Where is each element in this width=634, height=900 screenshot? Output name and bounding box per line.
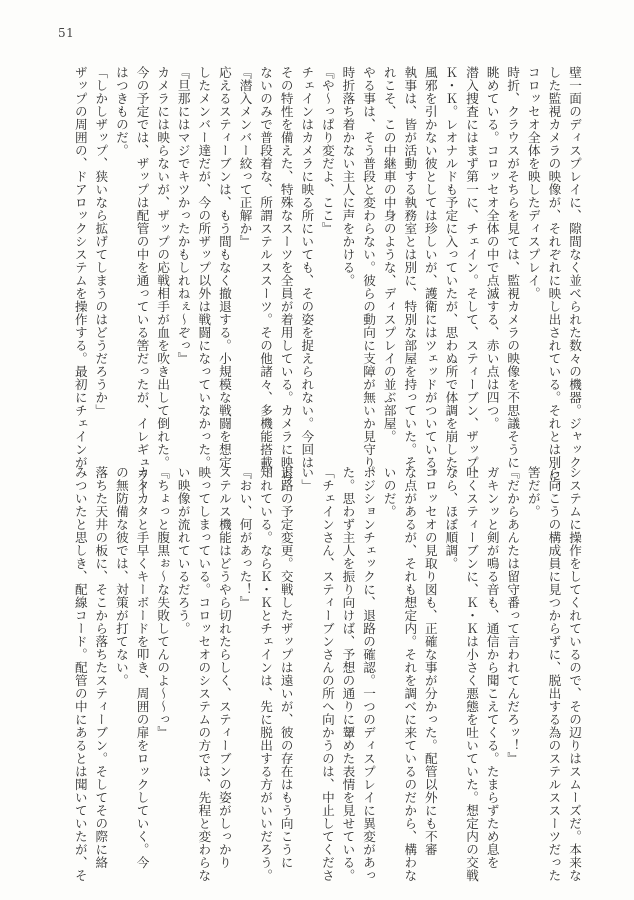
- text-column: 時折落ち着かない主人に声をかける。: [340, 66, 356, 287]
- text-column: みついたと思しき、配線コード。配管の中にあるとは聞いていたが、そ: [72, 466, 88, 882]
- page-number: 51: [58, 26, 75, 40]
- text-column: 退路の予定変更。交戦したザップは遠いが、彼の存在はもう向こうに: [278, 466, 294, 869]
- text-column: 「チェインさん、スティーブンさんの所へ向かうのは、中止してくださ: [319, 466, 335, 882]
- text-column: はつきものだ。: [113, 66, 129, 157]
- text-column: ガキンッと剣が鳴る音も、通信から聞こえてくる。たまらずため息を: [484, 466, 500, 869]
- text-column: 眺めている。コロッセオ全体の中で点滅する、赤い点は四つ。: [484, 66, 500, 430]
- text-column: 潜入捜査にはまず第一に、チェイン。そして、スティーブン、ザップ、: [464, 66, 480, 482]
- text-column: コロッセオの見取り図も、正確な事が分かった。配管以外にも不審: [422, 466, 438, 856]
- text-column: なら、ほぼ順調。: [443, 466, 459, 570]
- text-column: ステルス機能はどうやら切れたらしく、スティーブンの姿がしっかり: [216, 466, 232, 869]
- text-column: 『旦那にはマジでキツかったかもしれねぇ〜ぞっ』: [175, 66, 191, 365]
- text-column: 『ちょっと腹黒ぉ〜な失敗してんのよ〜〜っ』: [155, 466, 171, 739]
- text-column: 筈だが。: [525, 466, 541, 518]
- text-column: ポジションチェックに、退路の確認。一つのディスプレイに異変があっ: [361, 466, 377, 882]
- text-column: ら向こうの構成員に見つからずに、脱出する為のステルススーツだった: [546, 466, 562, 882]
- text-column: 『おい、何があった！』: [237, 466, 253, 609]
- text-column: 壁一面のディスプレイに、隙間なく並べられた数々の機器。ジャック: [567, 66, 582, 469]
- text-column: 応えるスティーブンは、もう間もなく撤退する。小規模な戦闘を想定: [216, 66, 232, 469]
- text-column: 『や〜っぱり変だよ、ここ』: [319, 66, 335, 235]
- text-column: の無防備な彼では、対策が打てない。: [113, 466, 129, 687]
- text-column: 執事は、皆が活動する執務室とは別に、特別な部屋を持っていた。そ: [402, 66, 418, 469]
- text-column: 知れている。ならＫ・Ｋとチェインは、先に脱出する方がいいだろう。: [258, 466, 274, 882]
- text-column: ザップの周囲の、ドアロックシステムを操作する。最初にチェインが: [72, 66, 88, 469]
- text-column: な点があるが、それも想定内。それを調べに来ているのだから、構わな: [402, 466, 418, 882]
- text-column: 『だからあんたは留守番って言われてんだろッ！』: [505, 466, 521, 765]
- text-column: Ｋ・Ｋ。レオナルドも予定に入っていたが、思わぬ所で体調を崩した。: [443, 66, 459, 482]
- lower-text-block: [72, 466, 584, 882]
- text-column: い映像が流れているだろう。: [175, 466, 191, 635]
- text-column: い」: [299, 466, 315, 492]
- text-column: いのだ。: [381, 466, 397, 518]
- text-column: ないのみで普段着な、所謂ステルススーツ。その他諸々、多機能搭載。: [258, 66, 274, 482]
- text-column: 『潜入メンバー絞って正解か』: [237, 66, 253, 248]
- text-column: 吐くスティーブンに、Ｋ・Ｋは小さく悪態を吐いていた。想定内の交戦: [464, 466, 480, 882]
- text-column: その特性を備えた、特殊なスーツを全員が着用している。カメラに映ら: [278, 66, 294, 482]
- text-column: 「しかしザップ、狭いなら拡げてしまうのはどうだろうか」: [93, 66, 109, 417]
- text-column: 風邪を引かない彼としては珍しいが、護衛にはツェッドがついている。: [422, 66, 438, 482]
- text-column: コロッセオ全体を映したディスプレイ。: [525, 66, 541, 300]
- text-column: やる事は、そう普段と変わらない。彼らの動向に支障が無いか見守り、: [361, 66, 377, 482]
- text-column: したメンバー達だが、今の所ザップ以外は戦闘になっていなかった。: [196, 66, 212, 469]
- text-column: た。思わず主人を振り向けば、予想の通りに顰めた表情を見せている。: [340, 466, 356, 882]
- text-column: チェインはカメラに映る所にいても、その姿を捉えられない。今回は: [299, 66, 315, 469]
- text-column: 映ってしまっている。コロッセオのシステムの方では、先程と変わらな: [196, 466, 212, 882]
- text-column: カメラには映らないが、ザップの応戦相手が血を吹き出して倒れた。: [155, 66, 171, 469]
- text-column: した監視カメラの映像が、それぞれに映し出されている。それとは別に、: [546, 66, 562, 495]
- text-column: システムに操作をしてくれているので、その辺りはスムーズだ。本来な: [567, 466, 582, 882]
- text-column: 時折、クラウスがそちらを見ては、監視カメラの映像を不思議そうに: [505, 66, 521, 469]
- text-column: カタカタと手早くキーボードを叩き、周囲の扉をロックしていく。今: [134, 466, 150, 869]
- text-column: 落ちた天井の板に、そこから落ちたスティーブン。そしてその際に絡: [93, 466, 109, 869]
- text-column: 今の予定では、ザップは配管の中を通っている筈だったが、イレギュラー: [134, 66, 150, 495]
- text-column: れこそ、この中継車の中身のような、ディスプレイの並ぶ部屋。: [381, 66, 397, 443]
